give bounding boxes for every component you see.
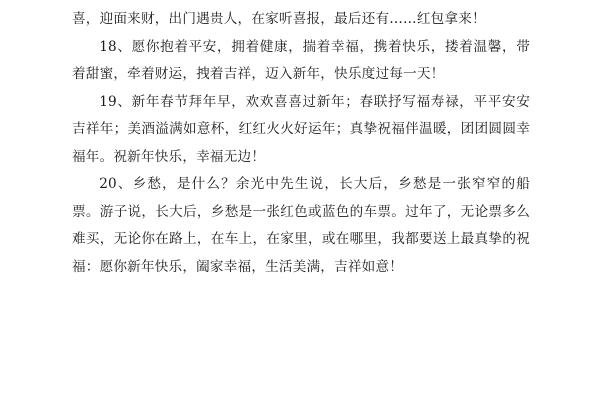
paragraph-item-19: 19、新年春节拜年早，欢欢喜喜过新年；春联抒写福寿禄，平平安安吉祥年；美酒溢满如意杯，红红火火好运年；真挚祝福伴温暖，团团圆圆幸福年。祝新年快乐，幸福无边！ [72, 93, 530, 165]
paragraph-continued: 喜，迎面来财，出门遇贵人，在家听喜报，最后还有……红包拿来！ [72, 11, 486, 27]
paragraph-item-20: 20、乡愁，是什么？余光中先生说，长大后，乡愁是一张窄窄的船票。游子说，长大后，乡愁是一张红色或蓝色的车票。过年了，无论票多么难买，无论你在路上，在车上，在家里，或在哪里，我都要送上最真挚的祝福：愿你新年快乐，阖家幸福，生活美满，吉祥如意！ [72, 176, 530, 275]
paragraph-item-18: 18、愿你抱着平安，拥着健康，揣着幸福，携着快乐，搂着温馨，带着甜蜜，牵着财运，拽着吉祥，迈入新年，快乐度过每一天！ [72, 38, 530, 82]
